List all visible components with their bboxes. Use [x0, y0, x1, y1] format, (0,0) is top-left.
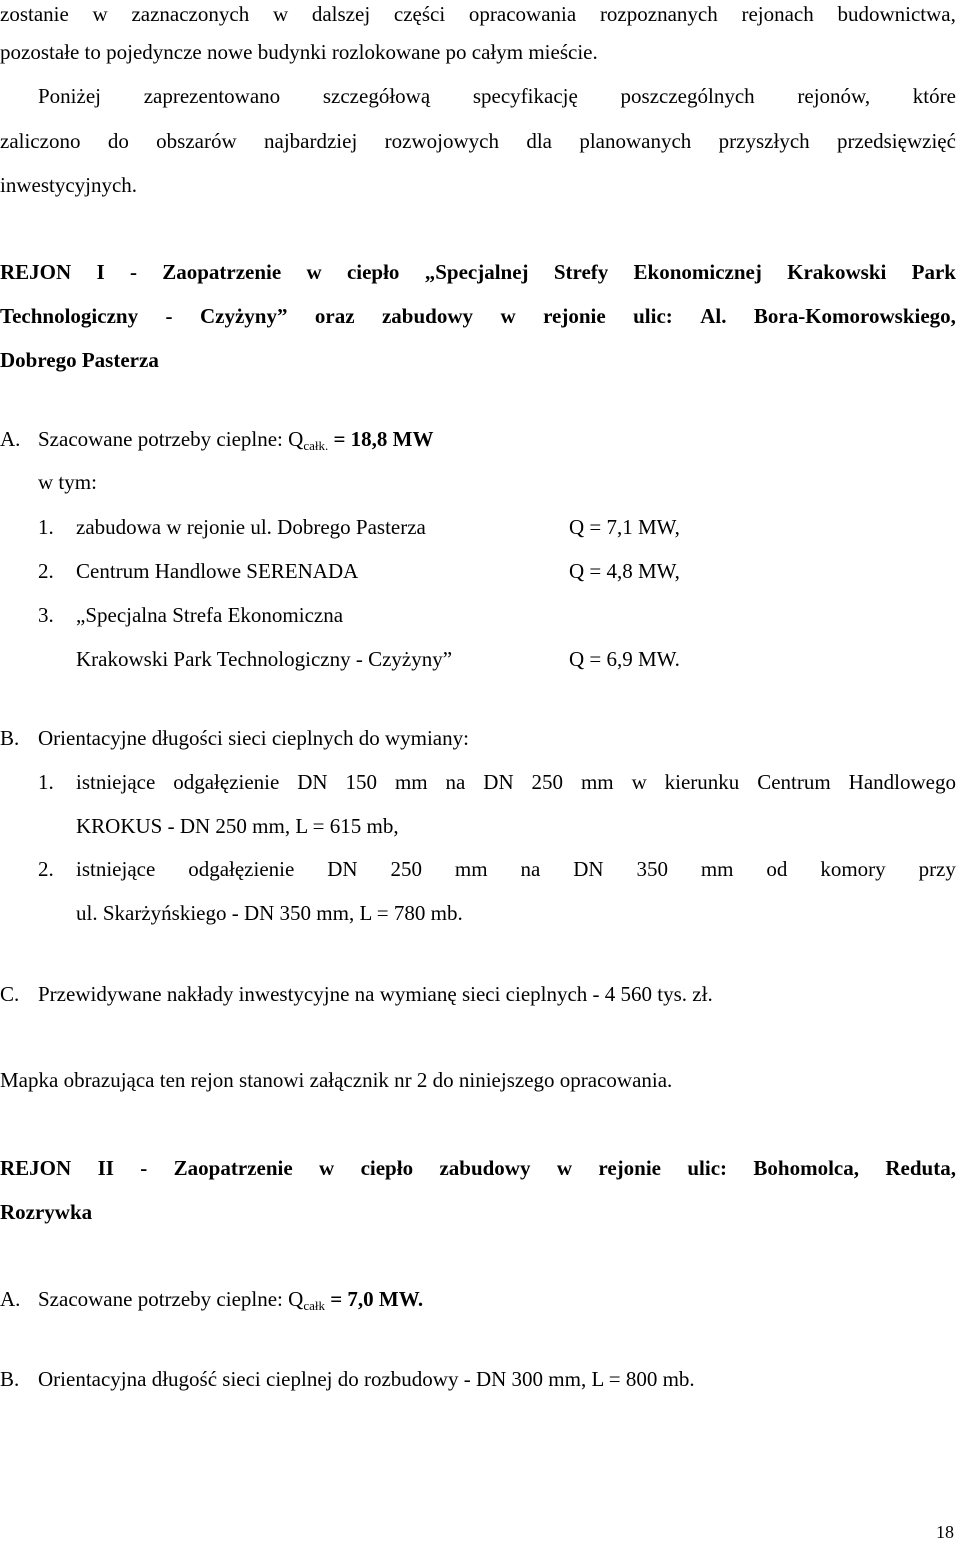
word: -: [140, 1156, 148, 1180]
word: w: [500, 304, 516, 328]
region1-b-text: Orientacyjne długości sieci cieplnych do wymiany:: [38, 726, 469, 750]
word: budownictwa,: [837, 2, 956, 26]
intro-line-2: pozostałe to pojedyncze nowe budynki rozlokowane po całym mieście.: [0, 40, 598, 64]
word: Zaopatrzenie: [162, 260, 282, 284]
region1-item-2-value: Q = 4,8 MW,: [569, 559, 680, 583]
word: zostanie: [0, 2, 69, 26]
region1-heading-line-3: Dobrego Pasterza: [0, 348, 159, 372]
page-number: 18: [936, 1522, 954, 1542]
word: rejonów,: [797, 84, 871, 108]
word: Poniżej: [38, 84, 101, 108]
word: ciepło: [360, 1156, 414, 1180]
word: zaprezentowano: [143, 84, 281, 108]
word: „Specjalnej: [424, 260, 529, 284]
region1-b1-line-2: KROKUS - DN 250 mm, L = 615 mb,: [76, 814, 399, 838]
word: poszczególnych: [620, 84, 755, 108]
region1-item-3-value: Q = 6,9 MW.: [569, 647, 680, 671]
region1-map-note: Mapka obrazująca ten rejon stanowi załącznik nr 2 do niniejszego opracowania.: [0, 1068, 673, 1092]
word: 150: [345, 770, 378, 794]
region1-in-this: w tym:: [38, 470, 97, 494]
word: które: [912, 84, 956, 108]
region2-a-text: Szacowane potrzeby cieplne: Q: [38, 1287, 304, 1311]
word: I: [96, 260, 105, 284]
word: II: [97, 1156, 114, 1180]
word: Bohomolca,: [753, 1156, 860, 1180]
word: kierunku: [664, 770, 740, 794]
intro-line-5: inwestycyjnych.: [0, 173, 138, 197]
region2-b-text: Orientacyjna długość sieci cieplnej do rozbudowy - DN 300 mm, L = 800 mb.: [38, 1367, 695, 1391]
word: 250: [390, 857, 422, 881]
word: zaliczono: [0, 129, 81, 153]
word: przy: [918, 857, 956, 881]
region1-item-3-num: 3.: [38, 603, 54, 627]
word: najbardziej: [264, 129, 358, 153]
region2-b-marker: B.: [0, 1367, 20, 1391]
word: ciepło: [346, 260, 400, 284]
region2-a-subscript: całk: [303, 1298, 325, 1313]
intro-line-4: [0, 127, 956, 155]
region1-item-3-text: „Specjalna Strefa Ekonomiczna: [76, 603, 344, 627]
region1-heading-line-1: [0, 258, 956, 286]
word: -: [129, 260, 137, 284]
word: oraz: [314, 304, 355, 328]
word: istniejące: [76, 857, 156, 881]
word: odgałęzienie: [173, 770, 280, 794]
word: specyfikację: [472, 84, 578, 108]
word: DN: [297, 770, 328, 794]
region2-heading-line-1: [0, 1154, 956, 1182]
region1-b1-num: 1.: [38, 770, 54, 794]
word: Ekonomicznej: [633, 260, 762, 284]
word: w: [272, 2, 289, 26]
word: Park: [911, 260, 956, 284]
word: na: [445, 770, 466, 794]
region1-item-3-continuation: Krakowski Park Technologiczny - Czyżyny”: [76, 647, 453, 671]
word: mm: [700, 857, 734, 881]
word: Centrum: [757, 770, 831, 794]
word: do: [107, 129, 129, 153]
region1-a-heat-demand: [38, 425, 956, 453]
region1-b-marker: B.: [0, 726, 20, 750]
word: planowanych: [579, 129, 692, 153]
word: w: [319, 1156, 335, 1180]
region1-b1-line-1: [76, 768, 956, 796]
region2-a-value: = 7,0 MW.: [324, 1287, 424, 1311]
word: Al.: [700, 304, 727, 328]
word: w: [631, 770, 647, 794]
word: zaznaczonych: [131, 2, 250, 26]
region1-a-subscript: całk.: [303, 438, 329, 453]
word: ulic:: [687, 1156, 728, 1180]
word: DN: [483, 770, 514, 794]
word: mm: [454, 857, 488, 881]
region2-heading-line-2: Rozrywka: [0, 1200, 93, 1224]
region1-item-1-value: Q = 7,1 MW,: [569, 515, 680, 539]
word: w: [92, 2, 108, 26]
word: rejonach: [741, 2, 814, 26]
word: w: [556, 1156, 573, 1180]
word: ulic:: [633, 304, 673, 328]
word: na: [520, 857, 541, 881]
region1-a-value: = 18,8 MW: [328, 427, 434, 451]
word: DN: [327, 857, 358, 881]
word: rejonie: [598, 1156, 661, 1180]
region1-heading-line-2: [0, 302, 956, 330]
region1-c-marker: C.: [0, 982, 20, 1006]
intro-line-3: [38, 82, 956, 110]
word: obszarów: [156, 129, 237, 153]
word: Czyżyny”: [199, 304, 288, 328]
word: istniejące: [76, 770, 156, 794]
word: Reduta,: [885, 1156, 956, 1180]
word: mm: [580, 770, 614, 794]
region1-item-2-num: 2.: [38, 559, 54, 583]
word: Krakowski: [787, 260, 887, 284]
word: REJON: [0, 1156, 72, 1180]
word: Bora-Komorowskiego,: [753, 304, 956, 328]
word: rozwojowych: [384, 129, 499, 153]
region1-b2-num: 2.: [38, 857, 54, 881]
word: Zaopatrzenie: [173, 1156, 293, 1180]
word: -: [165, 304, 173, 328]
word: Strefy: [553, 260, 609, 284]
word: dalszej: [311, 2, 371, 26]
word: przedsięwzięć: [837, 129, 956, 153]
region1-a-text: Szacowane potrzeby cieplne: Q: [38, 427, 304, 451]
region1-b2-line-2: ul. Skarżyńskiego - DN 350 mm, L = 780 mb.: [76, 901, 463, 925]
word: dla: [526, 129, 552, 153]
word: przyszłych: [718, 129, 810, 153]
word: mm: [394, 770, 428, 794]
word: opracowania: [468, 2, 577, 26]
region1-item-2-text: Centrum Handlowe SERENADA: [76, 559, 359, 583]
region2-a-marker: A.: [0, 1287, 21, 1311]
word: w: [306, 260, 322, 284]
word: Handlowego: [848, 770, 956, 794]
word: rejonie: [543, 304, 606, 328]
word: rozpoznanych: [599, 2, 718, 26]
word: REJON: [0, 260, 72, 284]
word: zabudowy: [381, 304, 474, 328]
word: zabudowy: [439, 1156, 531, 1180]
region1-c-text: Przewidywane nakłady inwestycyjne na wymianę sieci cieplnych - 4 560 tys. zł.: [38, 982, 713, 1006]
word: odgałęzienie: [188, 857, 295, 881]
word: części: [393, 2, 446, 26]
word: DN: [573, 857, 604, 881]
word: od: [766, 857, 788, 881]
word: szczegółową: [322, 84, 431, 108]
word: 350: [636, 857, 668, 881]
word: komory: [820, 857, 886, 881]
region1-b2-line-1: [76, 855, 956, 883]
region2-a-heat-demand: [38, 1285, 956, 1313]
region1-item-1-num: 1.: [38, 515, 54, 539]
word: 250: [531, 770, 564, 794]
intro-line-1: [0, 0, 956, 28]
word: Technologiczny: [0, 304, 139, 328]
region1-a-marker: A.: [0, 427, 21, 451]
region1-item-1-text: zabudowa w rejonie ul. Dobrego Pasterza: [76, 515, 426, 539]
